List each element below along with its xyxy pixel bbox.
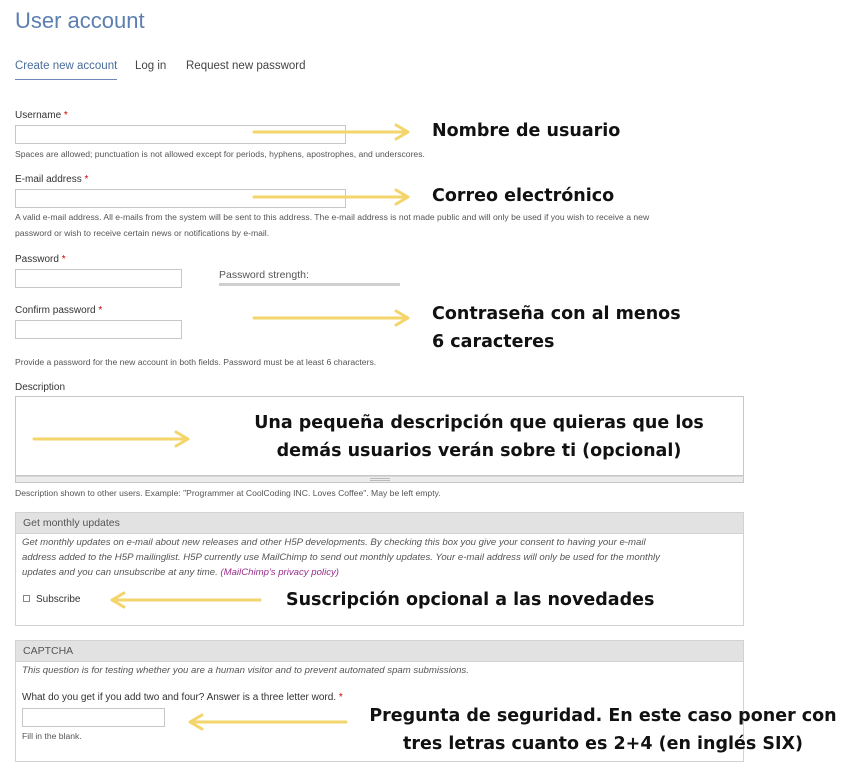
captcha-intro: This question is for testing whether you are a human visitor and to prevent automated spam submissions. [22, 665, 469, 676]
required-marker: * [338, 692, 343, 703]
email-help-line1: A valid e-mail address. All e-mails from the system will be sent to this address. The e-mail address is not made public and will only be used if you wish to receive a new [15, 212, 650, 222]
arrow-captcha-icon [178, 712, 353, 732]
email-label [15, 174, 88, 185]
confirm-password-input[interactable] [15, 320, 182, 339]
password-input[interactable] [15, 269, 182, 288]
required-marker: * [84, 174, 89, 185]
monthly-updates-text-line1: Get monthly updates on e-mail about new releases and other H5P developments. By checking this box you give your consent to having your e-mail [22, 537, 646, 548]
subscribe-checkbox[interactable] [23, 595, 30, 602]
captcha-legend: CAPTCHA [16, 641, 743, 662]
annotation-password-line2: 6 caracteres [432, 332, 555, 352]
arrow-email-icon [250, 187, 420, 207]
description-label: Description [15, 382, 66, 393]
arrow-password-icon [250, 308, 420, 328]
annotation-password-line1: Contraseña con al menos [432, 304, 681, 324]
password-help: Provide a password for the new account in both fields. Password must be at least 6 characters. [15, 357, 377, 367]
required-marker: * [98, 305, 103, 316]
tab-create-new-account[interactable]: Create new account [15, 60, 117, 80]
monthly-updates-legend: Get monthly updates [16, 513, 743, 534]
monthly-updates-text-line2: address added to the H5P mailinglist. H5P currently use MailChimp to send out monthly updates. Your e-mail address will only be used for the monthly [22, 552, 660, 563]
required-marker: * [63, 110, 68, 121]
page-title: User account [15, 8, 145, 33]
confirm-password-label-text: Confirm password [15, 305, 96, 316]
password-label-text: Password [15, 254, 59, 265]
monthly-updates-text-line3-text: updates and you can unsubscribe at any time. [22, 567, 218, 578]
arrow-subscribe-icon [100, 590, 270, 610]
password-strength-bar [219, 283, 400, 286]
captcha-question [22, 692, 343, 703]
annotation-description-line1: Una pequeña descripción que quieras que los [254, 413, 704, 433]
description-help: Description shown to other users. Example: "Programmer at CoolCoding INC. Loves Coffee". May be left empty. [15, 488, 441, 498]
annotation-subscribe: Suscripción opcional a las novedades [286, 590, 655, 610]
required-marker: * [61, 254, 66, 265]
arrow-username-icon [250, 122, 420, 142]
annotation-captcha-line2: tres letras cuanto es 2+4 (en inglés SIX) [402, 734, 803, 754]
textarea-resize-grip[interactable] [15, 476, 744, 483]
annotation-description-line2: demás usuarios verán sobre ti (opcional) [276, 441, 682, 461]
monthly-updates-text-line3 [22, 565, 339, 581]
mailchimp-privacy-link[interactable]: (MailChimp's privacy policy) [220, 567, 339, 578]
subscribe-label[interactable]: Subscribe [36, 594, 81, 605]
username-label-text: Username [15, 110, 62, 121]
email-label-text: E-mail address [15, 174, 82, 185]
email-help-line2: password or wish to receive certain news or notifications by e-mail. [15, 228, 270, 238]
captcha-answer-input[interactable] [22, 708, 165, 727]
username-label [15, 110, 68, 121]
annotation-email: Correo electrónico [432, 186, 615, 206]
confirm-password-label [15, 305, 102, 316]
arrow-description-icon [30, 429, 200, 449]
captcha-help: Fill in the blank. [22, 731, 82, 741]
captcha-question-text: What do you get if you add two and four? Answer is a three letter word. [22, 692, 337, 703]
annotation-username: Nombre de usuario [432, 121, 621, 141]
password-strength-label: Password strength: [219, 269, 309, 281]
tab-log-in[interactable]: Log in [135, 60, 167, 72]
tab-request-new-password[interactable]: Request new password [186, 60, 306, 72]
annotation-captcha-line1: Pregunta de seguridad. En este caso poner con [369, 706, 837, 726]
username-help: Spaces are allowed; punctuation is not allowed except for periods, hyphens, apostrophes, and underscores. [15, 149, 425, 159]
password-label [15, 254, 66, 265]
